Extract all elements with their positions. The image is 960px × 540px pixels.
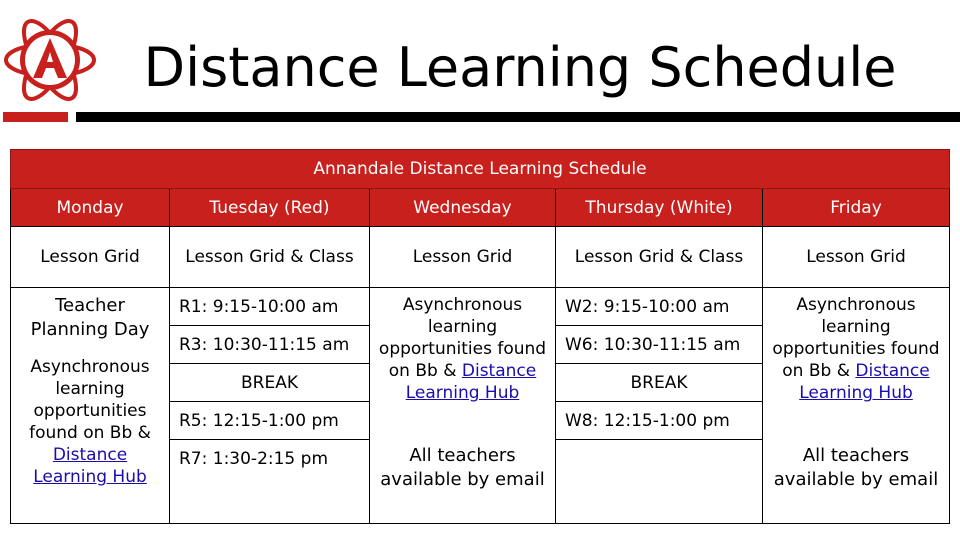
- lesson-grid-tuesday: Lesson Grid & Class: [170, 227, 370, 288]
- schedule-table: [10, 149, 950, 524]
- wednesday-email-note: All teachers available by email: [380, 445, 545, 490]
- tuesday-break: BREAK: [170, 364, 370, 402]
- lesson-grid-row: [11, 227, 950, 288]
- monday-async-text: [17, 356, 163, 488]
- day-header-friday: Friday: [763, 189, 950, 227]
- wednesday-distance-learning-hub-link[interactable]: Distance Learning Hub: [405, 361, 537, 403]
- thursday-slot-w6: W6: 10:30-11:15 am: [556, 326, 763, 364]
- friday-email-note: All teachers available by email: [773, 445, 939, 490]
- wednesday-async-text: [376, 294, 549, 404]
- thursday-slot-w8: W8: 12:15-1:00 pm: [556, 402, 763, 440]
- thursday-break: BREAK: [556, 364, 763, 402]
- monday-details-cell: [11, 288, 170, 524]
- tuesday-slot-r7: R7: 1:30-2:15 pm: [170, 440, 370, 524]
- thursday-empty-cell: [556, 440, 763, 524]
- schedule-banner-row: [11, 150, 950, 189]
- day-header-wednesday: Wednesday: [370, 189, 556, 227]
- friday-details-cell: [763, 288, 950, 524]
- thursday-slot-w2: W2: 9:15-10:00 am: [556, 288, 763, 326]
- spacer: [17, 342, 163, 356]
- page-title: Distance Learning Schedule: [143, 36, 897, 99]
- logo-underline-bar: [3, 112, 68, 122]
- wednesday-async-label: Asynchronous learning opportunities found on Bb &: [378, 295, 547, 381]
- day-header-monday: Monday: [11, 189, 170, 227]
- monday-distance-learning-hub-link[interactable]: Distance Learning Hub: [33, 445, 147, 487]
- lesson-grid-friday: Lesson Grid: [763, 227, 950, 288]
- tuesday-slot-r5: R5: 12:15-1:00 pm: [170, 402, 370, 440]
- day-header-row: [11, 189, 950, 227]
- schedule-banner: Annandale Distance Learning Schedule: [11, 150, 950, 189]
- atom-letter-a-logo-icon: [3, 4, 97, 112]
- spacer: [376, 404, 549, 444]
- day-header-tuesday: Tuesday (Red): [170, 189, 370, 227]
- tuesday-slot-r1: R1: 9:15-10:00 am: [170, 288, 370, 326]
- schedule-row-1: [11, 288, 950, 326]
- lesson-grid-thursday: Lesson Grid & Class: [556, 227, 763, 288]
- wednesday-details-cell: [370, 288, 556, 524]
- spacer: [769, 404, 943, 444]
- friday-distance-learning-hub-link[interactable]: Distance Learning Hub: [799, 361, 930, 403]
- lesson-grid-monday: Lesson Grid: [11, 227, 170, 288]
- monday-planning-day: Teacher Planning Day: [30, 295, 150, 340]
- day-header-thursday: Thursday (White): [556, 189, 763, 227]
- friday-async-text: [769, 294, 943, 404]
- lesson-grid-wednesday: Lesson Grid: [370, 227, 556, 288]
- title-underline-bar: [76, 112, 960, 122]
- tuesday-slot-r3: R3: 10:30-11:15 am: [170, 326, 370, 364]
- friday-async-label: Asynchronous learning opportunities found on Bb &: [772, 295, 940, 381]
- monday-async-label: Asynchronous learning opportunities found on Bb &: [29, 357, 151, 443]
